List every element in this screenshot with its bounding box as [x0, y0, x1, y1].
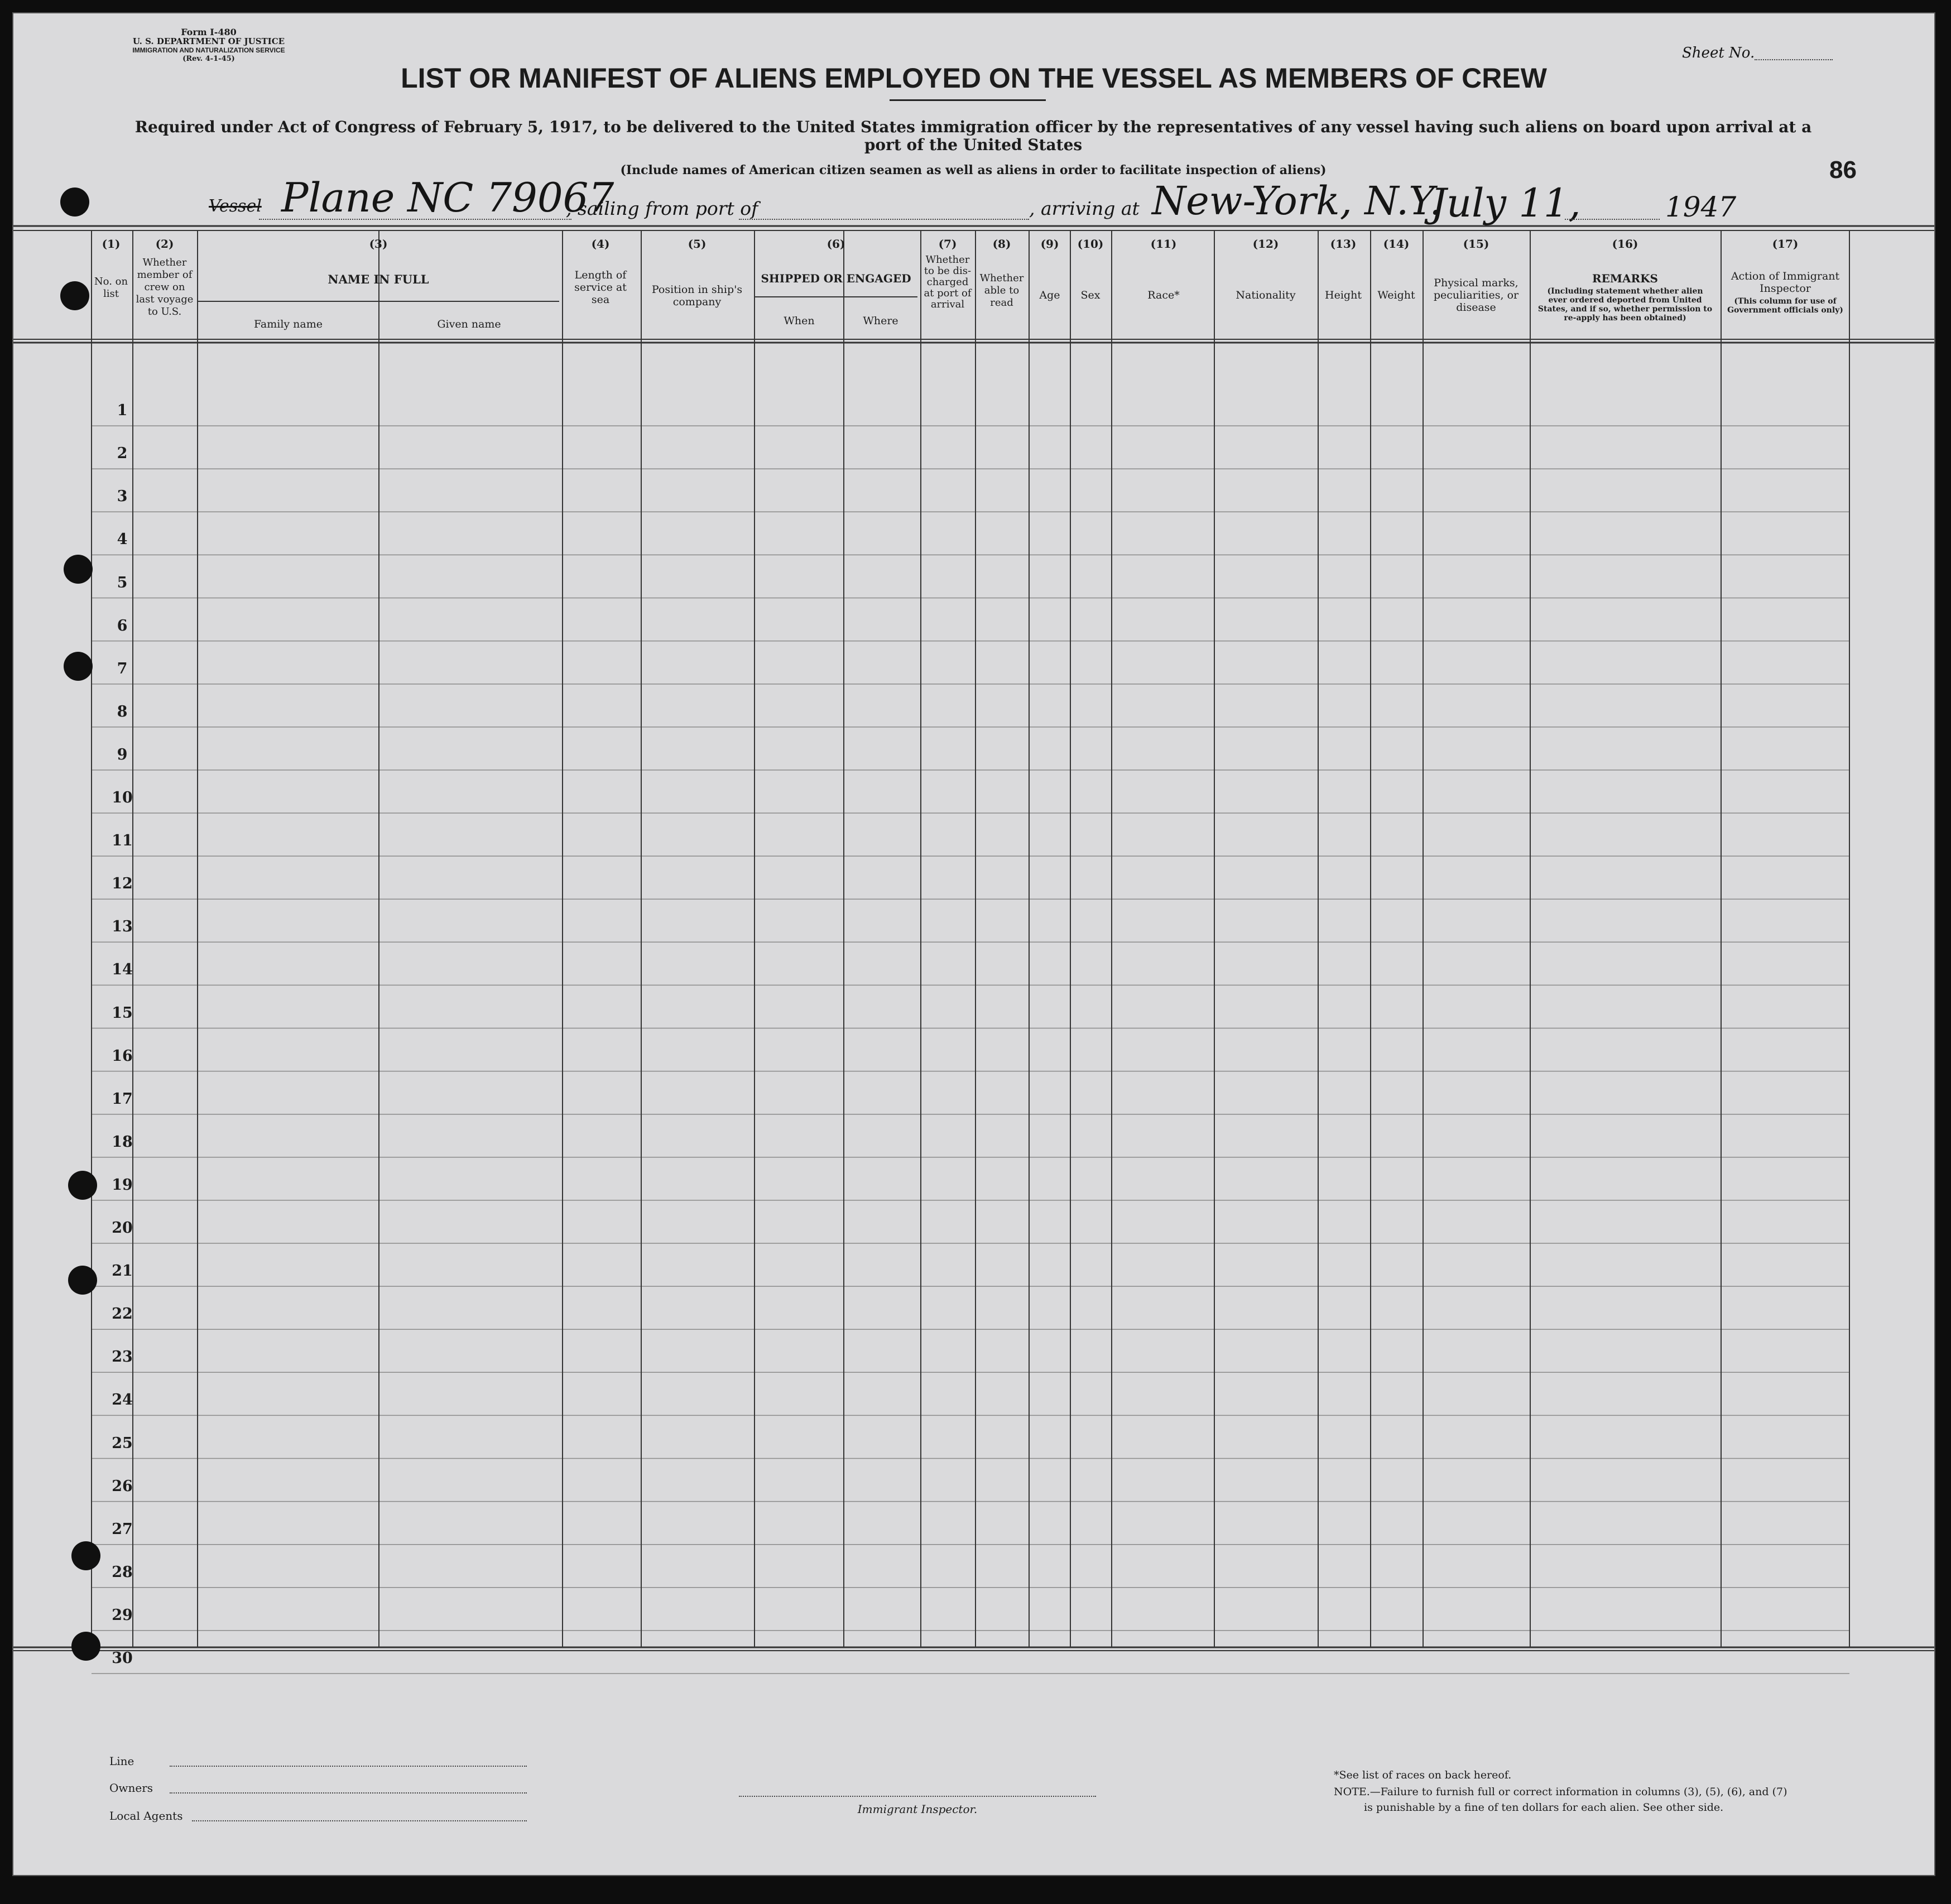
- row-number: 23: [112, 1348, 133, 1366]
- binder-hole: [71, 1632, 100, 1661]
- form-service: IMMIGRATION AND NATURALIZATION SERVICE: [132, 46, 285, 54]
- manifest-sheet: [12, 12, 1935, 1876]
- row-number: 11: [112, 832, 133, 850]
- col-6-number: (6): [826, 237, 845, 251]
- races-note: *See list of races on back hereof.: [1334, 1769, 1512, 1781]
- row-number: 18: [112, 1133, 133, 1151]
- col-2-label: Whether member of crew on last voyage to U.S.: [136, 257, 194, 318]
- binder-hole: [71, 1541, 100, 1570]
- row-number: 17: [112, 1090, 133, 1108]
- row-number: 19: [112, 1176, 133, 1194]
- col-10-label: Sex: [1080, 289, 1101, 301]
- footer-owners-field[interactable]: [170, 1792, 527, 1794]
- col-4-label: Length of service at sea: [574, 269, 627, 306]
- binder-hole: [60, 187, 89, 217]
- footer-line-label: Line: [109, 1754, 134, 1768]
- row-number: 7: [117, 660, 128, 677]
- col-3-label: NAME IN FULL: [328, 272, 429, 286]
- include-note: (Include names of American citizen seamen as well as aliens in order to facilitate inspection of aliens): [620, 163, 1327, 177]
- col-15-label: Physical marks, peculiarities, or disease: [1433, 277, 1519, 314]
- col-17-note: (This column for use of Government officials only): [1727, 297, 1843, 315]
- col-11-label: Race*: [1147, 289, 1180, 301]
- row-number: 4: [117, 531, 128, 549]
- row-number: 15: [112, 1004, 133, 1022]
- col-2-number: (2): [155, 237, 174, 251]
- col-10-number: (10): [1077, 237, 1104, 251]
- row-number: 9: [117, 746, 128, 763]
- col-17-label: Action of Immigrant Inspector: [1731, 270, 1840, 295]
- footer-owners-label: Owners: [109, 1781, 153, 1795]
- col-14-number: (14): [1383, 237, 1410, 251]
- row-number: 26: [112, 1477, 133, 1495]
- col-11-number: (11): [1150, 237, 1177, 251]
- col-16-label: REMARKS: [1592, 272, 1658, 285]
- form-revision: (Rev. 4-1-45): [182, 55, 235, 63]
- page-title: LIST OR MANIFEST OF ALIENS EMPLOYED ON THE VESSEL AS MEMBERS OF CREW: [401, 62, 1547, 94]
- col-1-label: No. on list: [94, 276, 128, 300]
- required-line-2: port of the United States: [864, 136, 1083, 154]
- arrival-year[interactable]: 1947: [1665, 191, 1737, 223]
- col-3-given-name: Given name: [437, 318, 501, 330]
- inspector-signature-field[interactable]: [739, 1796, 1096, 1797]
- inspector-label: Immigrant Inspector.: [857, 1802, 978, 1816]
- col-6-when: When: [784, 315, 815, 327]
- row-number: 28: [112, 1563, 133, 1581]
- row-number: 30: [112, 1650, 133, 1667]
- binder-hole: [64, 652, 93, 681]
- col-13-label: Height: [1325, 289, 1362, 301]
- arriving-port[interactable]: New-York, N.Y.: [1152, 178, 1442, 224]
- binder-hole: [68, 1266, 97, 1295]
- col-5-number: (5): [688, 237, 707, 251]
- sheet-number-label: Sheet No.: [1682, 45, 1755, 61]
- vessel-name[interactable]: Plane NC 79067: [281, 174, 614, 221]
- col-4-number: (4): [591, 237, 610, 251]
- row-number: 5: [117, 574, 128, 592]
- col-17-number: (17): [1772, 237, 1799, 251]
- row-number: 21: [112, 1262, 133, 1280]
- binder-hole: [60, 281, 89, 310]
- col-13-number: (13): [1330, 237, 1357, 251]
- vessel-label: Vessel: [209, 196, 262, 216]
- row-number: 27: [112, 1520, 133, 1538]
- col-14-label: Weight: [1377, 289, 1415, 301]
- row-number: 22: [112, 1305, 133, 1323]
- col-16-number: (16): [1612, 237, 1638, 251]
- col-3-family-name: Family name: [254, 318, 323, 330]
- penalty-note-line-2: is punishable by a fine of ten dollars for each alien. See other side.: [1364, 1801, 1724, 1814]
- row-number: 3: [117, 488, 128, 506]
- binder-hole: [68, 1171, 97, 1200]
- col-9-number: (9): [1040, 237, 1059, 251]
- row-number: 29: [112, 1606, 133, 1624]
- col-7-label: Whether to be dis- charged at port of arrival: [924, 254, 972, 310]
- row-number: 8: [117, 703, 128, 720]
- binder-hole: [64, 555, 93, 584]
- col-1-number: (1): [102, 237, 121, 251]
- form-department: U. S. DEPARTMENT OF JUSTICE: [132, 36, 285, 46]
- col-12-number: (12): [1252, 237, 1279, 251]
- col-12-label: Nationality: [1236, 289, 1296, 301]
- col-5-label: Position in ship's company: [651, 283, 743, 308]
- row-number: 1: [117, 402, 128, 420]
- col-16-note: (Including statement whether alien ever ordered deported from United States, and if so, whether permission to re-apply has been obtained): [1537, 287, 1713, 323]
- col-8-number: (8): [992, 237, 1011, 251]
- row-number: 12: [112, 875, 133, 893]
- col-3-number: (3): [369, 237, 388, 251]
- col-6-where: Where: [863, 315, 898, 327]
- footer-agents-label: Local Agents: [109, 1809, 183, 1823]
- row-number: 13: [112, 918, 133, 936]
- penalty-note-line-1: NOTE.—Failure to furnish full or correct information in columns (3), (5), (6), and (7): [1334, 1786, 1787, 1798]
- row-number: 25: [112, 1434, 133, 1452]
- row-number: 2: [117, 445, 128, 463]
- footer-agents-field[interactable]: [192, 1820, 527, 1821]
- col-8-label: Whether able to read: [979, 272, 1024, 309]
- row-number: 14: [112, 961, 133, 979]
- row-number: 16: [112, 1047, 133, 1065]
- col-15-number: (15): [1463, 237, 1489, 251]
- required-line-1: Required under Act of Congress of February 5, 1917, to be delivered to the United States immigration officer by the representatives of any vessel having such aliens on board upon arrival at a: [134, 118, 1812, 136]
- row-number: 20: [112, 1219, 133, 1237]
- sailing-label: , sailing from port of: [566, 198, 758, 219]
- arrival-date[interactable]: July 11,: [1431, 180, 1581, 226]
- form-number: Form I-480: [181, 27, 237, 37]
- col-7-number: (7): [938, 237, 957, 251]
- row-number: 10: [112, 789, 133, 806]
- col-6-label: SHIPPED OR ENGAGED: [761, 272, 911, 285]
- row-number: 24: [112, 1391, 133, 1409]
- col-9-label: Age: [1039, 289, 1060, 301]
- footer-line-field[interactable]: [170, 1766, 527, 1767]
- page-number-stamp: 86: [1829, 156, 1857, 184]
- arriving-label: , arriving at: [1029, 198, 1140, 219]
- row-number: 6: [117, 617, 128, 634]
